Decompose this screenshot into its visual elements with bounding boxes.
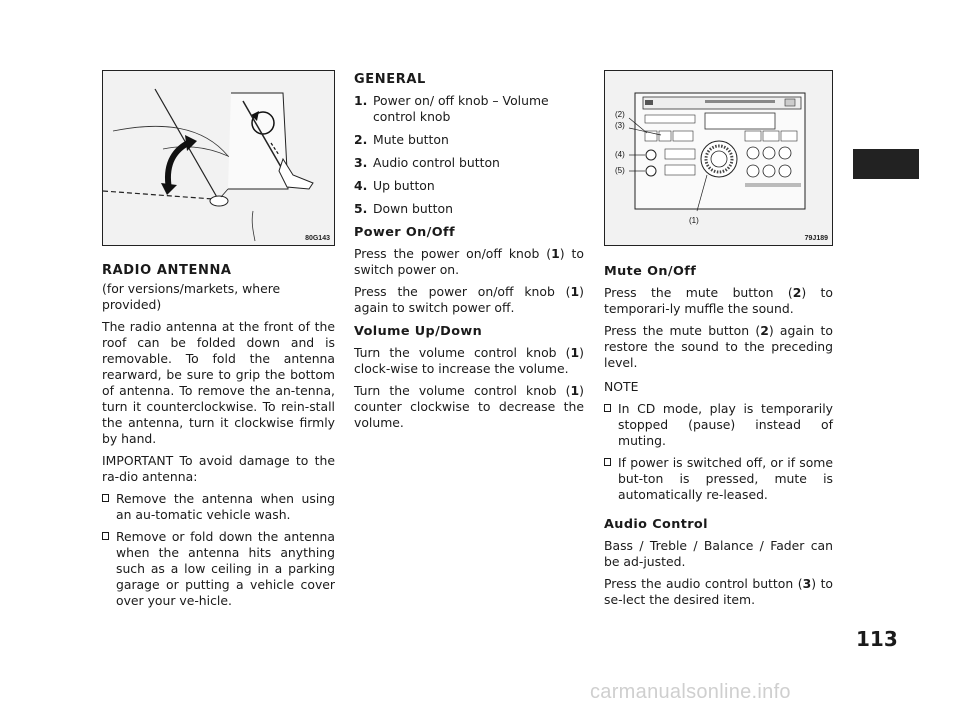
watermark: carmanualsonline.info: [590, 681, 791, 703]
checkbox-bullet-icon: [604, 404, 611, 412]
list-text: Up button: [373, 178, 435, 193]
column-3-text: [604, 264, 833, 614]
list-number: 2.: [354, 132, 368, 147]
list-item: [354, 132, 584, 148]
callout-4: (4): [615, 150, 625, 159]
mute-paragraph-2: Press the mute button (2) again to restore the sound to the preceding level.: [604, 323, 833, 370]
audio-paragraph-2: Press the audio control button (3) to se-lect the desired item.: [604, 576, 834, 607]
bullet-item: [604, 401, 833, 449]
volume-paragraph-1: Turn the volume control knob (1) clock-wise to increase the volume.: [354, 345, 584, 376]
radio-figure: [604, 70, 833, 246]
mute-heading: Mute On/Off: [604, 264, 697, 279]
list-item: [354, 178, 584, 194]
list-item: [354, 155, 584, 171]
audio-paragraph-1: Bass / Treble / Balance / Fader can be ad-justed.: [604, 538, 833, 569]
page-number: 113: [856, 627, 898, 651]
power-paragraph-2: Press the power on/off knob (1) again to switch power off.: [354, 284, 584, 315]
callout-2: (2): [615, 110, 625, 119]
bullet-item: [604, 455, 833, 503]
list-number: 4.: [354, 178, 368, 193]
power-heading: Power On/Off: [354, 225, 455, 240]
note-label: NOTE: [604, 379, 639, 394]
bullet-text: If power is switched off, or if some but-ton is pressed, mute is automatically re-leased.: [618, 455, 833, 502]
antenna-bullets: [102, 491, 335, 609]
note-bullets: [604, 401, 833, 503]
radio-antenna-heading: RADIO ANTENNA: [102, 263, 232, 278]
audio-heading: Audio Control: [604, 517, 708, 532]
general-heading: GENERAL: [354, 72, 426, 87]
callout-3: (3): [615, 121, 625, 130]
list-number: 3.: [354, 155, 368, 170]
list-text: Mute button: [373, 132, 449, 147]
list-text: Power on/ off knob – Volume control knob: [373, 93, 549, 124]
general-list: [354, 93, 584, 217]
list-number: 5.: [354, 201, 368, 216]
bullet-text: Remove the antenna when using an au-tomatic vehicle wash.: [116, 491, 335, 522]
bullet-item: [102, 529, 335, 609]
figure-code: 79J189: [804, 235, 828, 242]
versions-note: (for versions/markets, where provided): [102, 281, 281, 312]
list-number: 1.: [354, 93, 368, 108]
checkbox-bullet-icon: [102, 532, 109, 540]
antenna-paragraph: The radio antenna at the front of the roof can be folded down and is removable. To fold the antenna rearward, be sure to grip the bottom of antenna. To remove the an-tenna, turn it counterclockwise. To rein-stall the antenna, turn it clockwise firmly by hand.: [102, 319, 335, 446]
antenna-figure: [102, 70, 335, 246]
callout-5: (5): [615, 166, 625, 175]
list-item: [354, 201, 584, 217]
list-text: Audio control button: [373, 155, 500, 170]
column-2-text: [354, 72, 584, 437]
power-paragraph-1: Press the power on/off knob (1) to switch power on.: [354, 246, 584, 277]
callout-1: (1): [689, 216, 699, 225]
checkbox-bullet-icon: [102, 494, 109, 502]
list-item: [354, 93, 584, 125]
volume-heading: Volume Up/Down: [354, 324, 483, 339]
section-tab: [853, 149, 919, 179]
figure-code: 80G143: [305, 235, 330, 242]
bullet-text: Remove or fold down the antenna when the antenna hits anything such as a low ceiling in a parking garage or putting a vehicle cover over your ve-hicle.: [116, 529, 335, 608]
important-paragraph: IMPORTANT To avoid damage to the ra-dio antenna:: [102, 453, 335, 484]
radio-illustration: [605, 71, 832, 245]
bullet-item: [102, 491, 335, 523]
bullet-text: In CD mode, play is temporarily stopped (pause) instead of muting.: [618, 401, 833, 448]
column-1-text: [102, 263, 335, 615]
mute-paragraph-1: Press the mute button (2) to temporari-ly muffle the sound.: [604, 285, 833, 316]
antenna-illustration: [103, 71, 334, 245]
volume-paragraph-2: Turn the volume control knob (1) counter clockwise to decrease the volume.: [354, 383, 584, 430]
list-text: Down button: [373, 201, 453, 216]
checkbox-bullet-icon: [604, 458, 611, 466]
